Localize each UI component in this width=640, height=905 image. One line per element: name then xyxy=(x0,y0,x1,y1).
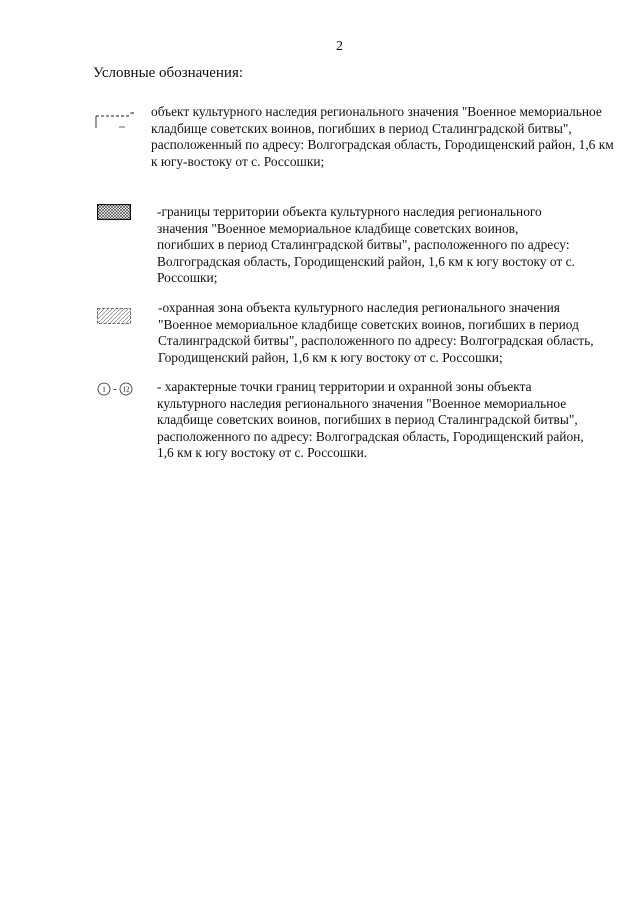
numbered-points-icon xyxy=(97,381,133,402)
legend-entry-text: -границы территории объекта культурного наследия регионального значения "Военное мемориальное кладбище советских воинов, погибших в период Сталинградской битвы", расположенного по адресу: Волгоградская область, Городищенский район, 1,6 км к югу востоку от с. Россошки; xyxy=(157,204,575,285)
legend-dash: - xyxy=(130,104,135,119)
point-start-label: 1 xyxy=(102,385,106,394)
dashed-boundary-icon xyxy=(95,114,131,135)
diagonal-hatched-rectangle-icon xyxy=(97,308,131,329)
legend-entry-text: -охранная зона объекта культурного наследия регионального значения "Военное мемориальное кладбище советских воинов, погибших в период Сталинградской битвы", расположенного по адресу: Волгоградская область, Городищенский район, 1,6 км к югу востоку от с. Россошки; xyxy=(158,300,594,365)
point-end-label: 12 xyxy=(122,385,130,394)
crosshatched-rectangle-icon xyxy=(97,204,131,225)
page-number: 2 xyxy=(336,39,343,54)
point-range-separator: - xyxy=(113,384,117,395)
legend-entry-text: объект культурного наследия регионального значения "Военное мемориальное кладбище советских воинов, погибших в период Сталинградской битвы", расположенный по адресу: Волгоградская область, Городищенский район, 1,6 км к югу-востоку от с. Россошки; xyxy=(151,104,614,169)
legend-title: Условные обозначения: xyxy=(93,65,244,81)
legend-entry-text: - характерные точки границ территории и охранной зоны объекта культурного наследия регионального значения "Военное мемориальное кладбище советских воинов, погибших в период Сталинградской битвы", расположенного по адресу: Волгоградская область, Городищенский район, 1,6 км к югу востоку от с. Россошки. xyxy=(157,379,584,460)
